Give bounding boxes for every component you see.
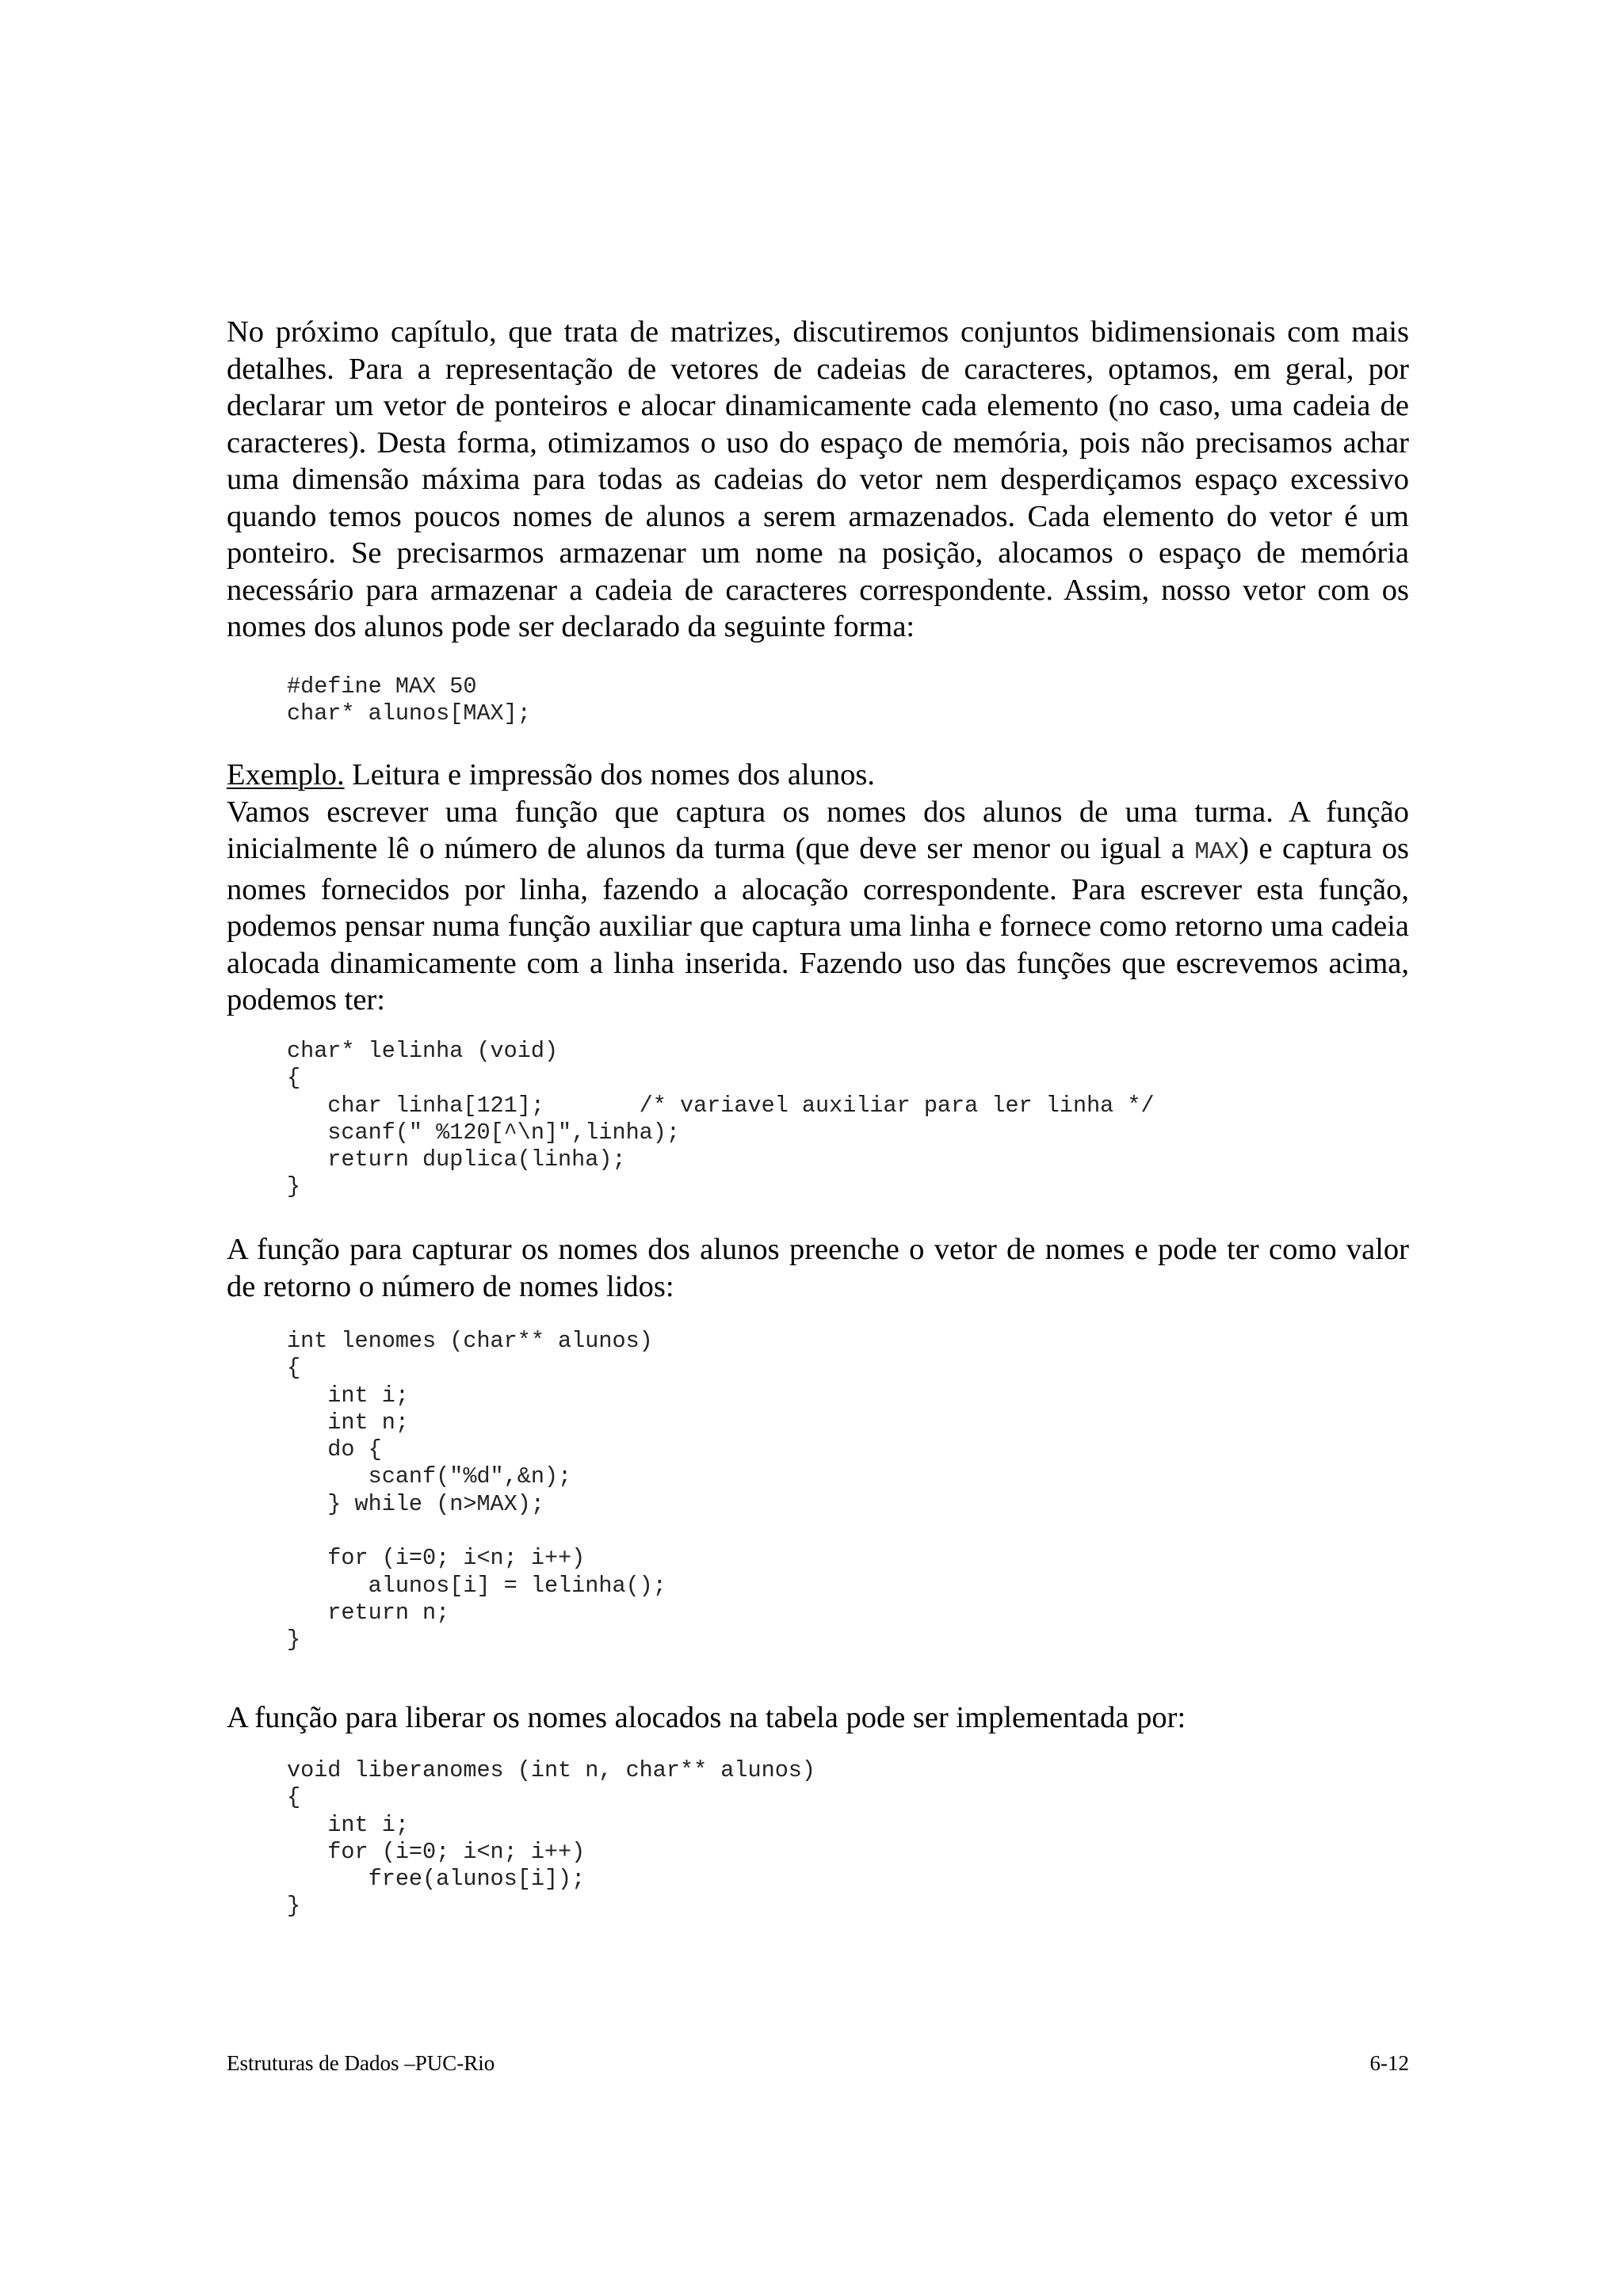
page-number: 6-12 (1369, 2051, 1409, 2075)
paragraph-example-text-b: ) e captura os nomes fornecidos por linha, fazendo a alocação correspondente. Para escrever esta função, podemos pensar numa função auxiliar que captura uma linha e fornece como retorno uma cadeia alocada dinamicamente com a linha inserida. Fazendo uso das funções que escrevemos acima, podemos ter: (227, 832, 1409, 1016)
code-block-declaration: #define MAX 50 char* alunos[MAX]; (287, 673, 531, 727)
example-title: Leitura e impressão dos nomes dos alunos. (344, 758, 875, 791)
paragraph-example (227, 757, 1409, 1019)
paragraph-lenomes-intro: A função para capturar os nomes dos alunos preenche o vetor de nomes e pode ter como valor de retorno o número de nomes lidos: (227, 1233, 1409, 1303)
example-label: Exemplo. (227, 758, 345, 791)
footer-left: Estruturas de Dados –PUC-Rio (227, 2051, 495, 2075)
paragraph-intro: No próximo capítulo, que trata de matrizes, discutiremos conjuntos bidimensionais com mais detalhes. Para a representação de vetores de cadeias de caracteres, optamos, em geral, por declarar um vetor de ponteiros e alocar dinamicamente cada elemento (no caso, uma cadeia de caracteres). Desta forma, otimizamos o uso do espaço de memória, pois não precisamos achar uma dimensão máxima para todas as cadeias do vetor nem desperdiçamos espaço excessivo quando temos poucos nomes de alunos a serem armazenados. Cada elemento do vetor é um ponteiro. Se precisarmos armazenar um nome na posição, alocamos o espaço de memória necessário para armazenar a cadeia de caracteres correspondente. Assim, nosso vetor com os nomes dos alunos pode ser declarado da seguinte forma: (227, 315, 1409, 643)
code-block-lenomes: int lenomes (char** alunos) { int i; int n; do { scanf("%d",&n); } while (n>MAX); for (i=0; i<n; i++) alunos[i] = lelinha(); return n; } (287, 1328, 666, 1653)
inline-code-max: MAX (1194, 838, 1239, 866)
code-block-lelinha: char* lelinha (void) { char linha[121]; /* variavel auxiliar para ler linha */ scanf(" %120[^\n]",linha); return duplica(linha); } (287, 1038, 1155, 1200)
paragraph-liberanomes-intro: A função para liberar os nomes alocados na tabela pode ser implementada por: (227, 1701, 1186, 1734)
paragraph-example-text-a: Vamos escrever uma função que captura os nomes dos alunos de uma turma. A função inicialmente lê o número de alunos da turma (que deve ser menor ou igual a (227, 795, 1409, 865)
code-block-liberanomes: void liberanomes (int n, char** alunos) { int i; for (i=0; i<n; i++) free(alunos[i]); } (287, 1757, 816, 1920)
